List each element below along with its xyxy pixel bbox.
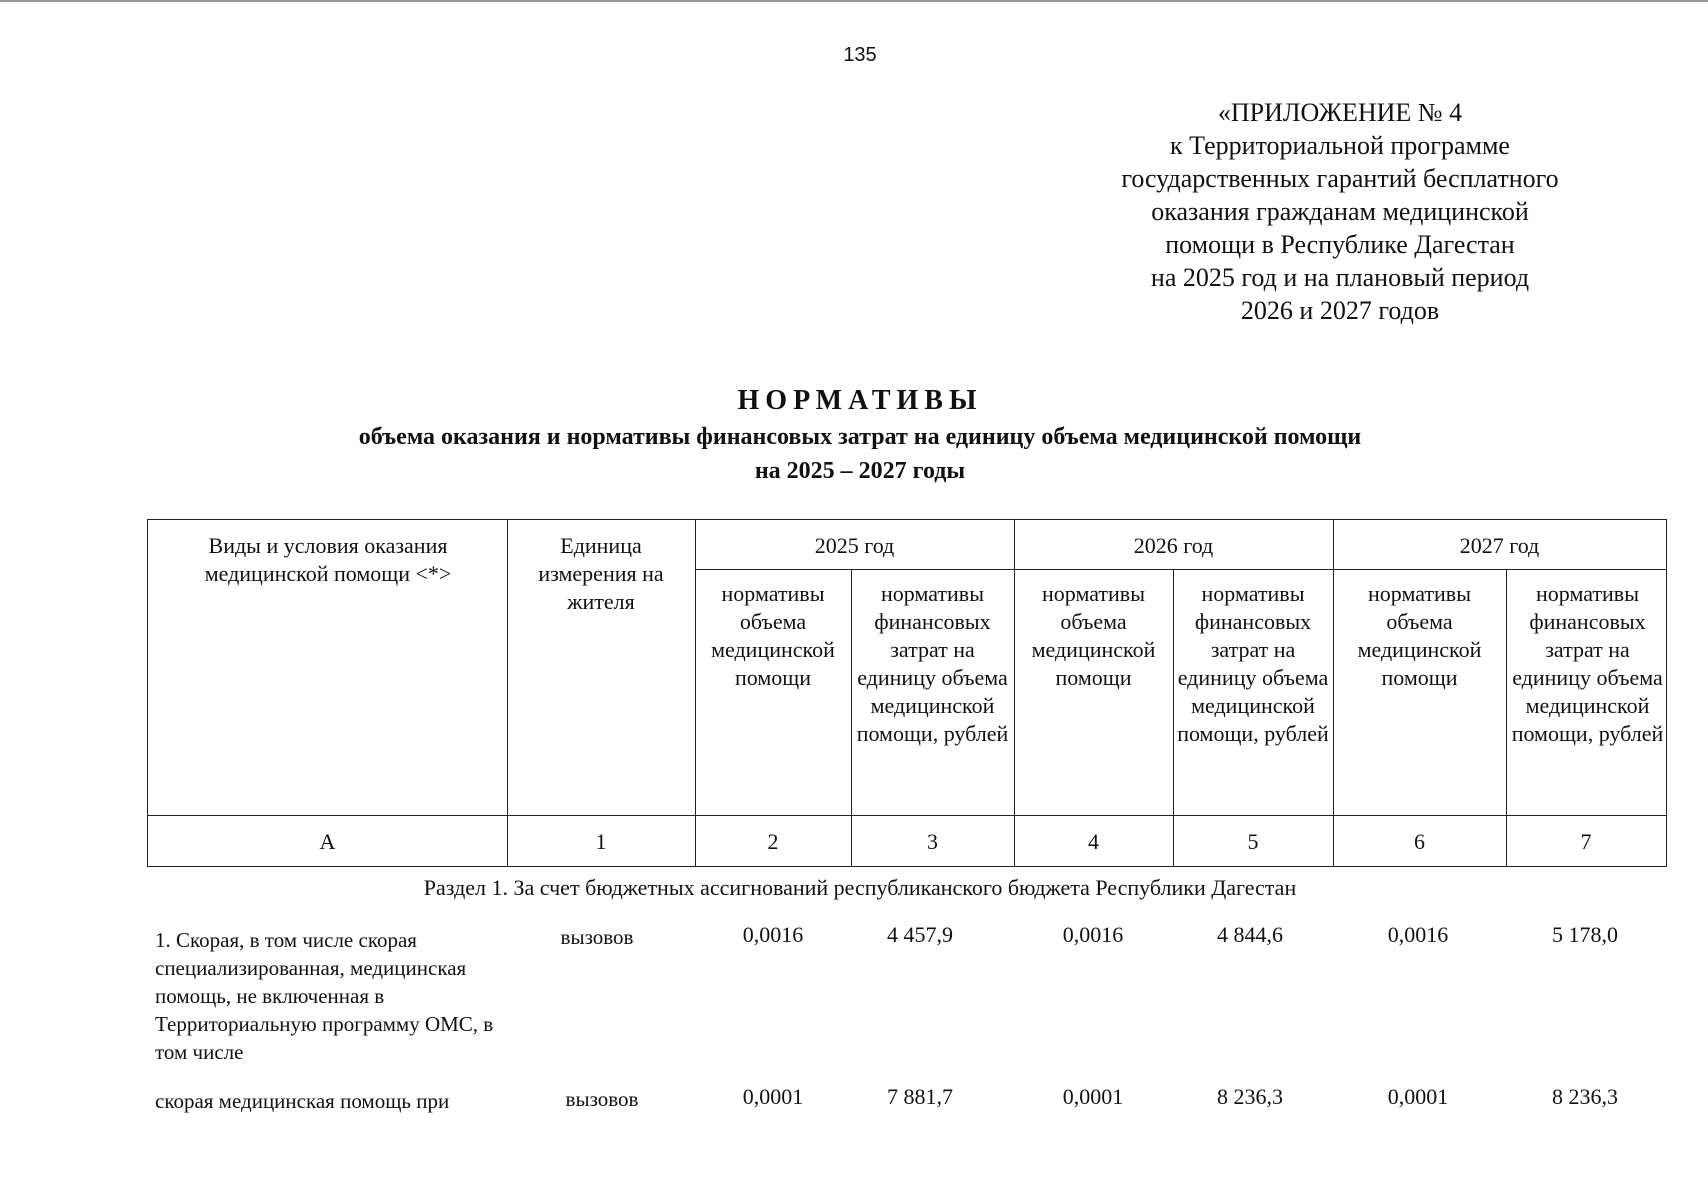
table-cell-unit: вызовов xyxy=(565,1087,639,1111)
table-header xyxy=(147,519,1667,867)
appendix-line: оказания гражданам медицинской xyxy=(1151,197,1529,226)
cost-header-2026: нормативы финансовых затрат на единицу объема медицинской помощи, рублей xyxy=(1177,581,1329,746)
appendix-line: 2026 и 2027 годов xyxy=(1240,296,1440,325)
appendix-line: государственных гарантий бесплатного xyxy=(1121,164,1559,193)
subtitle-line: на 2025 – 2027 годы xyxy=(754,458,966,484)
top-rule xyxy=(0,0,1708,2)
table-cell-unit: вызовов xyxy=(560,925,634,949)
table-cell-cost-2025: 7 881,7 xyxy=(887,1084,953,1109)
page-number: 135 xyxy=(843,44,877,66)
column-number: 6 xyxy=(1414,829,1425,854)
volume-header-2025: нормативы объема медицинской помощи xyxy=(711,581,835,690)
table-cell-volume-2025: 0,0016 xyxy=(742,922,804,947)
cost-header-2027: нормативы финансовых затрат на единицу объема медицинской помощи, рублей xyxy=(1511,581,1664,746)
table-cell-volume-2027: 0,0016 xyxy=(1387,922,1449,947)
appendix-line: «ПРИЛОЖЕНИЕ № 4 xyxy=(1217,98,1463,127)
column-number: А xyxy=(319,829,336,854)
column-number: 2 xyxy=(767,829,779,854)
table-row-name: 1. Скорая, в том числе скорая специализированная, медицинская помощь, не включенная в Территориальную программу ОМС, в том числе xyxy=(155,928,494,1064)
table-cell-volume-2027: 0,0001 xyxy=(1387,1084,1449,1109)
column-number: 5 xyxy=(1247,829,1259,854)
document-subtitle xyxy=(0,420,1708,488)
table-cell-cost-2025: 4 457,9 xyxy=(887,922,953,947)
cost-header-2025: нормативы финансовых затрат на единицу объема медицинской помощи, рублей xyxy=(856,581,1009,746)
table-cell-volume-2026: 0,0001 xyxy=(1062,1084,1124,1109)
volume-header-2026: нормативы объема медицинской помощи xyxy=(1031,581,1156,690)
year-2026-header: 2026 год xyxy=(1133,533,1214,558)
column-a-header: Виды и условия оказания медицинской помощи <*> xyxy=(204,533,452,586)
column-number: 4 xyxy=(1088,829,1099,854)
column-number: 7 xyxy=(1580,829,1592,854)
section-title: Раздел 1. За счет бюджетных ассигнований республиканского бюджета Республики Дагестан xyxy=(423,875,1297,900)
column-1-header: Единица измерения на жителя xyxy=(538,533,664,614)
document-title: НОРМАТИВЫ xyxy=(737,385,983,416)
column-number: 1 xyxy=(595,829,607,854)
table-cell-volume-2026: 0,0016 xyxy=(1062,922,1124,947)
appendix-line: к Территориальной программе xyxy=(1170,131,1510,160)
year-2027-header: 2027 год xyxy=(1459,533,1540,558)
table-cell-cost-2026: 8 236,3 xyxy=(1217,1084,1283,1109)
table-row-name: скорая медицинская помощь при xyxy=(155,1089,450,1113)
table-cell-volume-2025: 0,0001 xyxy=(742,1084,804,1109)
appendix-block xyxy=(1040,96,1640,327)
table-cell-cost-2027: 8 236,3 xyxy=(1552,1084,1618,1109)
appendix-line: помощи в Республике Дагестан xyxy=(1165,230,1515,259)
appendix-line: на 2025 год и на плановый период xyxy=(1150,263,1530,292)
subtitle-line: объема оказания и нормативы финансовых затрат на единицу объема медицинской помощи xyxy=(358,424,1362,450)
table-cell-cost-2027: 5 178,0 xyxy=(1552,922,1618,947)
year-2025-header: 2025 год xyxy=(814,533,895,558)
table-cell-cost-2026: 4 844,6 xyxy=(1217,922,1283,947)
column-number: 3 xyxy=(927,829,938,854)
volume-header-2027: нормативы объема медицинской помощи xyxy=(1357,581,1482,690)
